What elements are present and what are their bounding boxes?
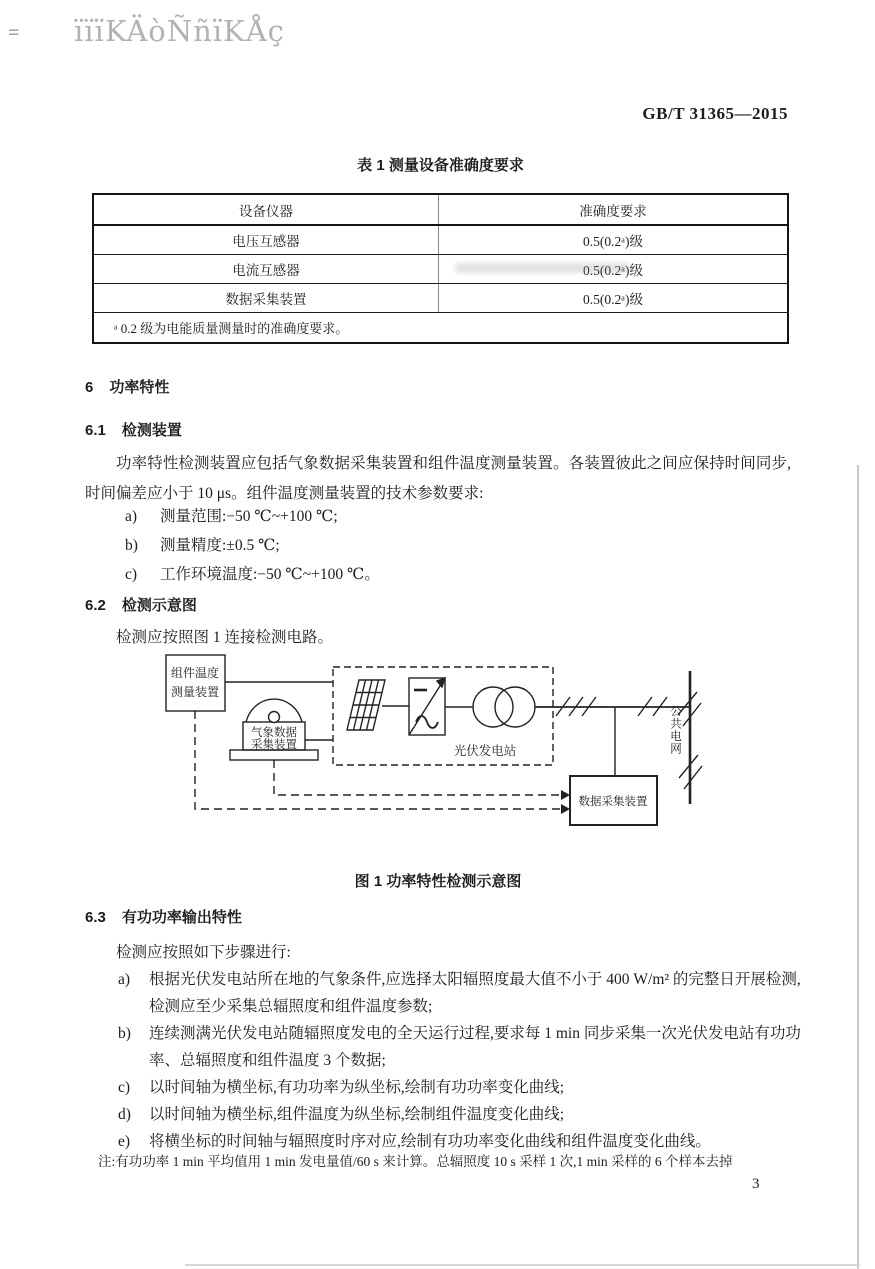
heading-number: 6 [85,379,94,396]
arrowhead [561,790,570,800]
pv-station-label: 光伏发电站 [453,744,517,758]
table-row [93,225,788,255]
list-item [85,1101,801,1128]
table-row [93,284,788,313]
scanner-menu-icon: = [8,22,20,44]
heading-title: 检测装置 [121,422,182,439]
paragraph-6-1: 功率特性检测装置应包括气象数据采集装置和组件温度测量装置。各装置彼此之间应保持时间同步,时间偏差应小于 10 μs。组件温度测量装置的技术参数要求: [85,455,791,502]
arrowhead [561,804,570,814]
page-number: 3 [752,1176,760,1192]
cell-accuracy: 0.5(0.2ᵃ)级 [439,284,788,313]
heading-6-1 [85,419,182,440]
list-item-text: 以时间轴为横坐标,组件温度为纵坐标,绘制组件温度变化曲线; [149,1106,565,1123]
col-header-accuracy: 准确度要求 [439,194,788,225]
heading-6 [85,376,169,397]
data-acquisition-label: 数据采集装置 [578,796,648,808]
figure1-diagram [85,645,785,865]
standard-number: GB/T 31365—2015 [642,104,788,123]
list-6-3 [85,966,801,1155]
heading-title: 检测示意图 [121,597,197,614]
scan-edge-right [857,465,859,1269]
figure1-caption: 图 1 功率特性检测示意图 [354,873,522,890]
cell-device: 数据采集装置 [93,284,439,313]
list-item [85,1074,801,1101]
cell-accuracy: 0.5(0.2ᵃ)级 [439,225,788,255]
cell-device: 电压互感器 [93,225,439,255]
scan-smudge [455,263,630,273]
weather-label-line2: 采集装置 [251,739,297,751]
scan-watermark: ïïïKÄòÑñïKÅç [74,14,285,48]
heading-title: 功率特性 [109,379,170,396]
list-6-1 [85,502,801,589]
module-temp-box [166,655,225,711]
list-item-label: a) [118,971,131,988]
table-footnote: ᵃ 0.2 级为电能质量测量时的准确度要求。 [114,321,349,336]
paragraph-6-3: 检测应按照如下步骤进行: [116,944,291,961]
cell-device: 电流互感器 [93,255,439,284]
list-item [85,502,801,531]
list-item-label: e) [118,1133,131,1150]
heading-6-3 [85,906,242,927]
note-6-3: 注:有功功率 1 min 平均值用 1 min 发电量值/60 s 来计算。总辐照度 10 s 采样 1 次,1 min 采样的 6 个样本去掉 [98,1154,733,1169]
list-item [85,966,801,1020]
cell-accuracy: 0.5(0.2ᵃ)级 [439,255,788,284]
scan-edge-bottom [185,1264,860,1266]
solar-panel-icon [347,680,385,730]
heading-number: 6.1 [85,422,106,439]
table-header-row [93,194,788,225]
weather-base-plate [230,750,318,760]
module-temp-label-line1: 组件温度 [170,666,220,680]
table1 [92,193,789,344]
list-item-label: c) [118,1079,131,1096]
list-item-label: c) [125,566,138,583]
list-item-text: 测量范围:−50 ℃~+100 ℃; [160,508,338,525]
heading-number: 6.3 [85,909,106,926]
heading-number: 6.2 [85,597,106,614]
list-item-text: 将横坐标的时间轴与辐照度时序对应,绘制有功功率变化曲线和组件温度变化曲线。 [149,1133,711,1150]
list-item-text: 根据光伏发电站所在地的气象条件,应选择太阳辐照度最大值不小于 400 W/m² 的完整日开展检测,检测应至少采集总辐照度和组件温度参数; [149,971,801,1015]
paragraph-6-2: 检测应按照图 1 连接检测电路。 [116,629,334,646]
heading-title: 有功功率输出特性 [121,909,242,926]
list-item [85,531,801,560]
list-item-text: 工作环境温度:−50 ℃~+100 ℃。 [160,566,380,583]
module-temp-label-line2: 测量装置 [170,685,220,699]
pyranometer-sensor [269,712,280,723]
list-item-label: a) [125,508,138,525]
list-item-text: 测量精度:±0.5 ℃; [160,537,280,554]
inverter-icon [409,678,445,735]
public-grid-label: 公共电网 [669,705,681,755]
col-header-device: 设备仪器 [93,194,439,225]
list-item-text: 连续测满光伏发电站随辐照度发电的全天运行过程,要求每 1 min 同步采集一次光伏发电站有功功率、总辐照度和组件温度 3 个数据; [149,1025,801,1069]
list-item-label: b) [125,537,138,554]
list-item [85,1020,801,1074]
table-row [93,255,788,284]
table1-title: 表 1 测量设备准确度要求 [357,157,524,174]
list-item-label: d) [118,1106,131,1123]
transformer-icon [473,687,535,727]
weather-label-line1: 气象数据 [251,727,297,739]
list-item-label: b) [118,1025,131,1042]
list-item-text: 以时间轴为横坐标,有功功率为纵坐标,绘制有功功率变化曲线; [149,1079,565,1096]
heading-6-2 [85,594,197,615]
table-footnote-row [93,313,788,344]
list-item [85,560,801,589]
